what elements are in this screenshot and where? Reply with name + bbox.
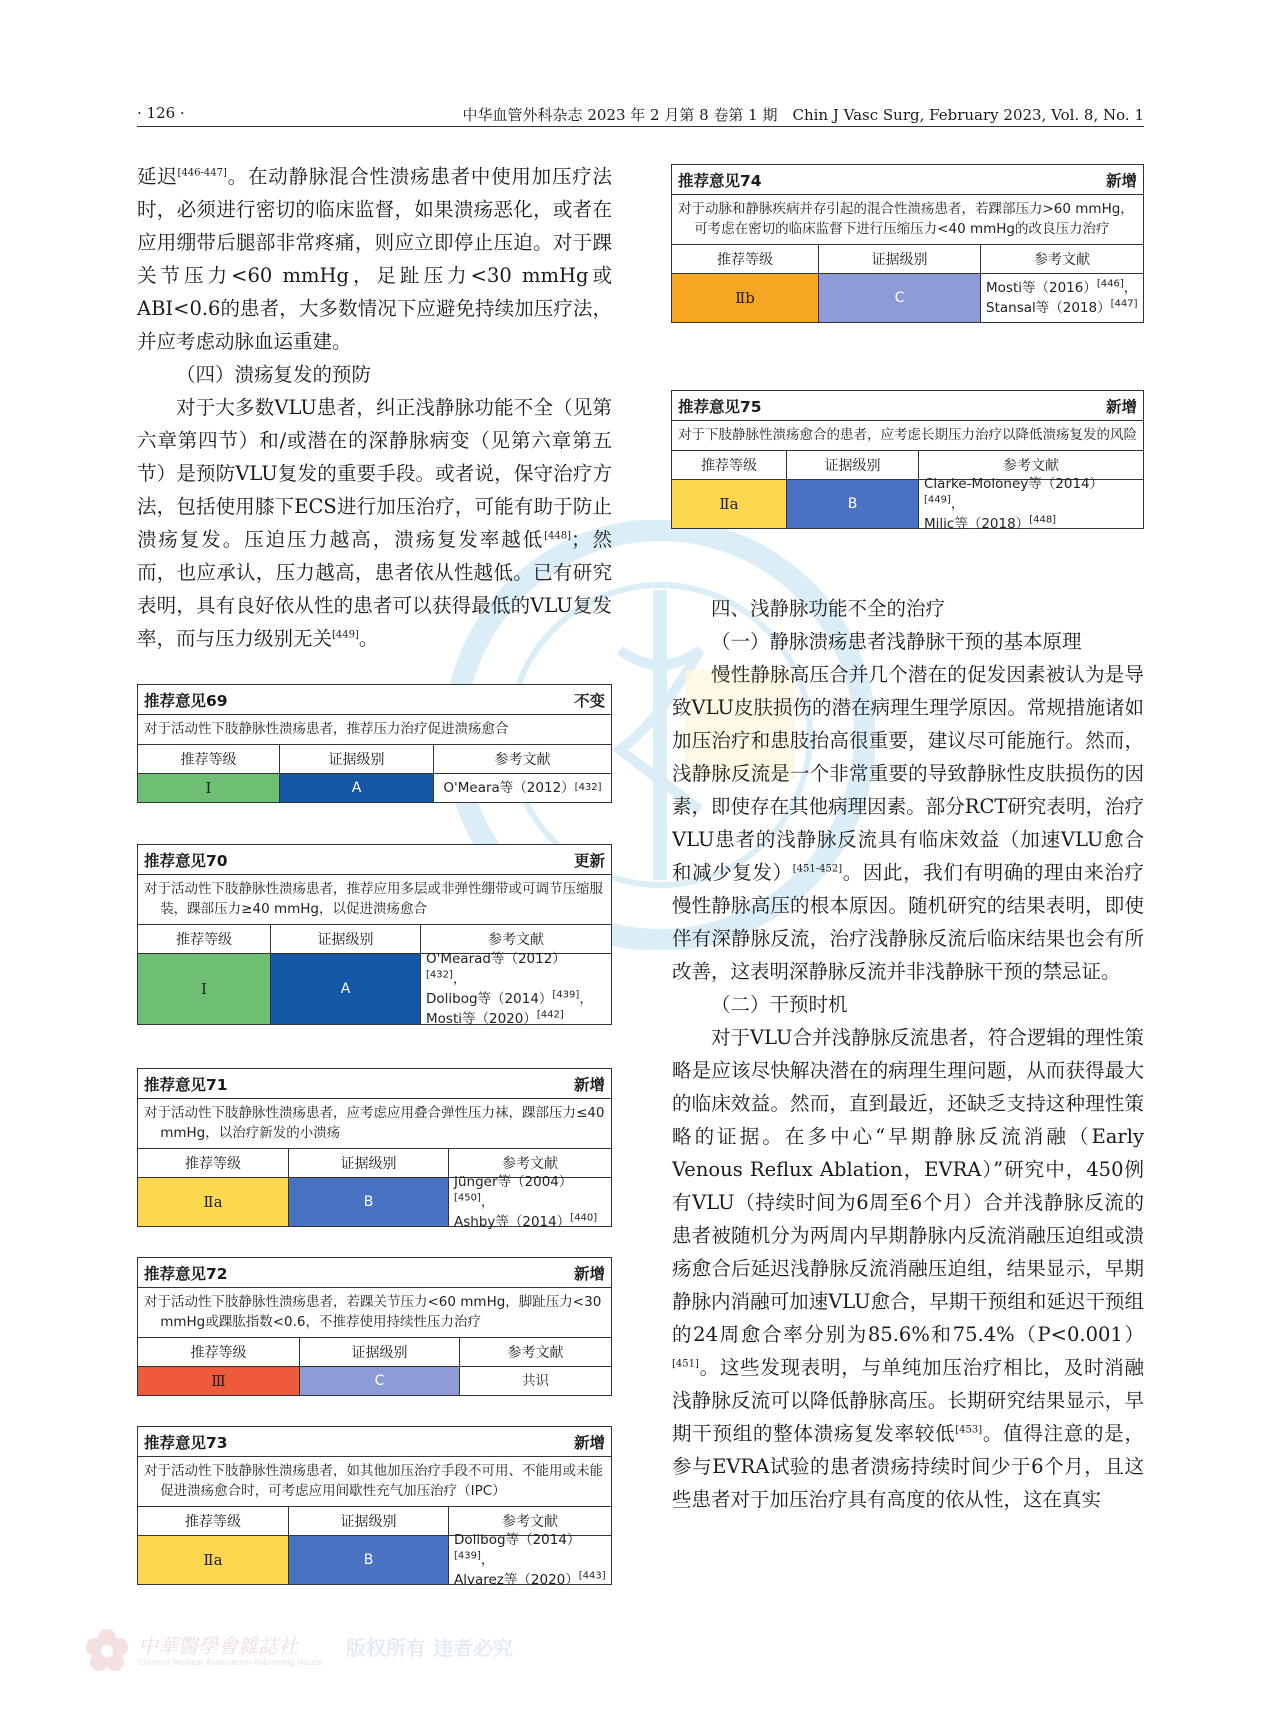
grade-cell: Ⅰ (138, 774, 280, 802)
refs-cell: Jünger等（2004）[450]， Ashby等（2014）[440] (454, 1174, 598, 1230)
refs-header: 参考文献 (507, 1345, 564, 1361)
evidence-cell: C (300, 1367, 460, 1395)
refs-cell: Dolibog等（2014）[439]， Alvarez等（2020）[443] (454, 1532, 606, 1588)
grade-cell: Ⅰ (138, 954, 271, 1024)
rec-title: 推荐意见75 (678, 397, 762, 416)
evidence-header: 证据级别 (819, 245, 981, 273)
evidence-header: 证据级别 (787, 451, 919, 479)
grade-cell: Ⅲ (138, 1367, 300, 1395)
refs-header: 参考文献 (502, 1156, 558, 1172)
rec-status: 新增 (573, 1264, 605, 1283)
rec-status: 新增 (1105, 397, 1137, 416)
refs-header: 参考文献 (494, 752, 551, 768)
evidence-cell: A (271, 954, 421, 1024)
page-number: · 126 · (137, 104, 185, 122)
grade-header: 推荐等级 (138, 1338, 300, 1366)
evidence-cell: B (289, 1178, 449, 1226)
rec-status: 新增 (573, 1433, 605, 1452)
grade-header: 推荐等级 (138, 1149, 289, 1177)
grade-cell: Ⅱa (672, 480, 787, 528)
rec-text: 对于下肢静脉性溃疡愈合的患者，应考虑长期压力治疗以降低溃疡复发的风险 (678, 427, 1137, 443)
recommendation-box-73 (137, 1426, 612, 1588)
rec-title: 推荐意见70 (144, 851, 228, 870)
grade-header: 推荐等级 (138, 1507, 289, 1535)
grade-cell: Ⅱa (138, 1536, 289, 1584)
recommendation-box-71 (137, 1068, 612, 1230)
rec-text: 对于活动性下肢静脉性溃疡患者，应考虑应用叠合弹性压力袜，踝部压力≤40 mmHg，以治疗新发的小溃疡 (144, 1105, 605, 1141)
evidence-header: 证据级别 (271, 925, 421, 953)
paragraph: 对于VLU合并浅静脉反流患者，符合逻辑的理性策略是应该尽快解决潜在的病理生理问题，从而获得最大的临床效益。然而，直到最近，还缺乏支持这种理性策略的证据。在多中心“早期静脉反流消融（Early Venous Reflux Ablation，EVRA）”研究中，450例有VLU（持续时间为6周至6个月）合并浅静脉反流的患者被随机分为两周内早期静脉内反流消融压迫组或溃疡愈合后延迟浅静脉反流消融压迫组，结果显示，早期静脉内消融可加速VLU愈合，早期干预组和延迟干预组的24周愈合率分别为85.6%和75.4%（P<0.001）[451]。这些发现表明，与单纯加压治疗相比，及时消融浅静脉反流可以降低静脉高压。长期研究结果显示，早期干预组的整体溃疡复发率较低[453]。值得注意的是，参与EVRA试验的患者溃疡持续时间少于6个月，且这些患者对于加压治疗具有高度的依从性，这在真实 (672, 1026, 1144, 1511)
grade-header: 推荐等级 (138, 925, 271, 953)
publisher-logo (84, 1628, 554, 1678)
left-column (137, 160, 612, 655)
rec-text: 对于活动性下肢静脉性溃疡患者，若踝关节压力<60 mmHg，脚趾压力<30 mmHg或踝肱指数<0.6，不推荐使用持续性压力治疗 (144, 1294, 602, 1330)
right-column (672, 592, 1144, 1516)
paragraph: 延迟[446-447]。在动静脉混合性溃疡患者中使用加压疗法时，必须进行密切的临床监督，如果溃疡恶化，或者在应用绷带后腿部非常疼痛，则应立即停止压迫。对于踝关节压力<60 mmHg，足趾压力<30 mmHg或ABI<0.6的患者，大多数情况下应避免持续加压疗法，并应考虑动脉血运重建。 (137, 165, 612, 353)
refs-header: 参考文献 (1034, 252, 1090, 268)
evidence-cell: B (787, 480, 919, 528)
grade-header: 推荐等级 (138, 745, 280, 773)
paragraph: 慢性静脉高压合并几个潜在的促发因素被认为是导致VLU皮肤损伤的潜在病理生理学原因。常规措施诸如加压治疗和患肢抬高很重要，建议尽可能施行。然而，浅静脉反流是一个非常重要的导致静脉性皮肤损伤的因素，即使存在其他病理因素。部分RCT研究表明，治疗VLU患者的浅静脉反流具有临床效益（加速VLU愈合和减少复发）[451-452]。因此，我们有明确的理由来治疗慢性静脉高压的根本原因。随机研究的结果表明，即使伴有深静脉反流，治疗浅静脉反流后临床结果也会有所改善，这表明深静脉反流并非浅静脉干预的禁忌证。 (672, 663, 1144, 983)
publisher-name: 中華醫學會雜誌社 (138, 1634, 298, 1658)
page-header (137, 104, 1144, 127)
recommendation-box-69 (137, 684, 612, 803)
rec-title: 推荐意见71 (144, 1075, 228, 1094)
grade-cell: Ⅱb (672, 274, 819, 322)
rec-status: 新增 (573, 1075, 605, 1094)
journal-citation: 中华血管外科杂志 2023 年 2 月第 8 卷第 1 期 Chin J Vasc Surg, February 2023, Vol. 8, No. 1 (462, 106, 1144, 124)
rec-title: 推荐意见73 (144, 1433, 228, 1452)
rec-status: 更新 (573, 851, 605, 870)
rec-title: 推荐意见74 (678, 171, 762, 190)
evidence-header: 证据级别 (289, 1149, 449, 1177)
evidence-header: 证据级别 (280, 745, 434, 773)
section-heading: 四、浅静脉功能不全的治疗 (711, 597, 946, 620)
refs-cell: Mosti等（2016）[446]， Stansal等（2018）[447] (986, 278, 1138, 316)
refs-cell: Clarke-Moloney等（2014）[449]， Milic等（2018）[448] (924, 476, 1104, 532)
rec-status: 不变 (573, 691, 605, 710)
rec-text: 对于动脉和静脉疾病并存引起的混合性溃疡患者，若踝部压力>60 mmHg，可考虑在密切的临床监督下进行压缩压力<40 mmHg的改良压力治疗 (678, 201, 1134, 237)
grade-cell: Ⅱa (138, 1178, 289, 1226)
evidence-header: 证据级别 (289, 1507, 449, 1535)
subsection-heading: （一）静脉溃疡患者浅静脉干预的基本原理 (711, 630, 1082, 653)
refs-cell: O'Meara等（2012） [432] (443, 780, 602, 796)
recommendation-box-70 (137, 844, 612, 1025)
recommendation-box-72 (137, 1257, 612, 1396)
rec-status: 新增 (1105, 171, 1137, 190)
evidence-header: 证据级别 (300, 1338, 460, 1366)
refs-cell: 共识 (522, 1373, 549, 1389)
refs-cell: O'Mearad等（2012）[432]， Dolibog等（2014）[439]， Mosti等（2020）[442] (426, 951, 593, 1027)
rec-text: 对于活动性下肢静脉性溃疡患者，如其他加压治疗手段不可用、不能用或未能促进溃疡愈合时，可考虑应用间歇性充气加压治疗（IPC） (144, 1463, 603, 1499)
subsection-heading: （四）溃疡复发的预防 (176, 363, 372, 386)
grade-header: 推荐等级 (672, 451, 787, 479)
evidence-cell: B (289, 1536, 449, 1584)
publisher-name-en: Chinese Medical Association Publishing House (138, 1658, 323, 1667)
rec-text: 对于活动性下肢静脉性溃疡患者，推荐应用多层或非弹性绷带或可调节压缩服装，踝部压力≥40 mmHg，以促进溃疡愈合 (144, 881, 603, 917)
refs-header: 参考文献 (502, 1514, 558, 1530)
rec-title: 推荐意见72 (144, 1264, 228, 1283)
grade-header: 推荐等级 (672, 245, 819, 273)
refs-header: 参考文献 (488, 932, 544, 948)
evidence-cell: A (280, 774, 434, 802)
paragraph: 对于大多数VLU患者，纠正浅静脉功能不全（见第六章第四节）和/或潜在的深静脉病变（见第六章第五节）是预防VLU复发的重要手段。或者说，保守治疗方法，包括使用膝下ECS进行加压治疗，可能有助于防止溃疡复发。压迫压力越高，溃疡复发率越低[448]；然而，也应承认，压力越高，患者依从性越低。已有研究表明，具有良好依从性的患者可以获得最低的VLU复发率，而与压力级别无关[449]。 (137, 396, 612, 650)
rec-text: 对于活动性下肢静脉性溃疡患者，推荐压力治疗促进溃疡愈合 (144, 721, 509, 737)
flower-logo-icon (84, 1628, 130, 1674)
subsection-heading: （二）干预时机 (711, 993, 848, 1016)
rec-title: 推荐意见69 (144, 691, 228, 710)
recommendation-box-74 (671, 164, 1144, 323)
refs-header: 参考文献 (1003, 458, 1059, 474)
evidence-cell: C (819, 274, 981, 322)
recommendation-box-75 (671, 390, 1144, 532)
copyright-slogan: 版权所有 违者必究 (346, 1636, 513, 1660)
